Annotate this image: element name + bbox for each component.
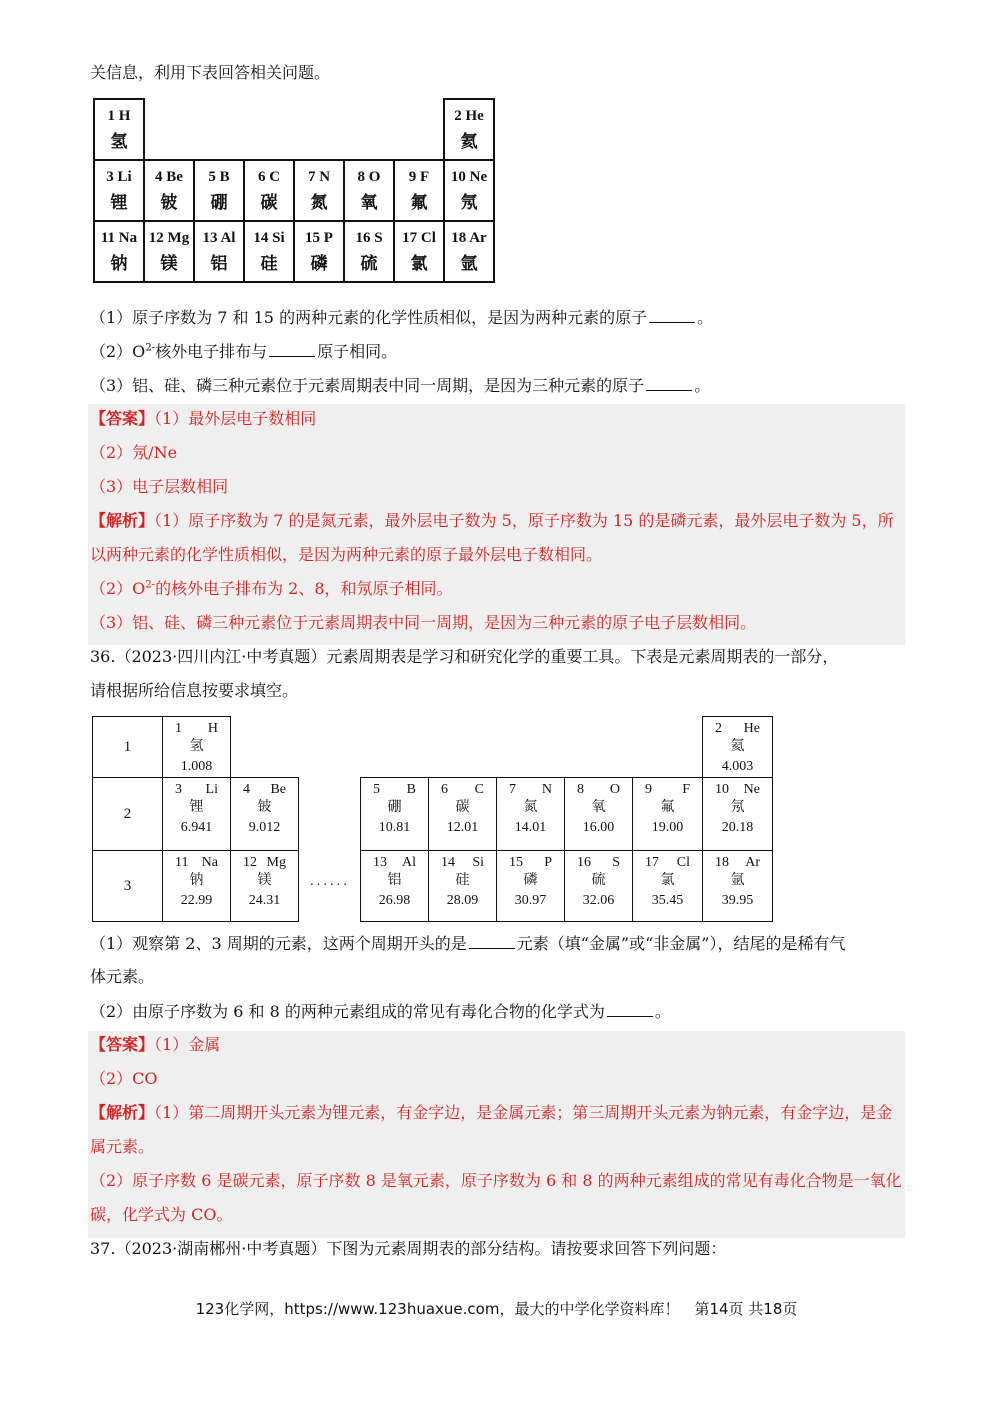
atomic-mass: 1.008 bbox=[180, 759, 213, 774]
element-name: 碳 bbox=[260, 193, 278, 212]
element-number-symbol: 2 He bbox=[715, 721, 760, 736]
atomic-mass: 16.00 bbox=[582, 820, 615, 835]
atomic-mass: 22.99 bbox=[180, 893, 213, 908]
periodic-table-1 bbox=[93, 98, 495, 283]
element-name: 氖 bbox=[460, 193, 478, 212]
element-cell bbox=[94, 160, 144, 221]
element-name: 硼 bbox=[387, 800, 402, 815]
element-name: 镁 bbox=[257, 873, 272, 888]
element-name: 氯 bbox=[410, 254, 428, 273]
q35-answer-2: （2）氖/Ne bbox=[90, 443, 178, 462]
element-number-symbol: 10 Ne bbox=[450, 169, 488, 185]
intro-text: 关信息，利用下表回答相关问题。 bbox=[90, 63, 331, 82]
element-name: 氢 bbox=[110, 132, 128, 151]
q36-question-1: （1）观察第 2、3 周期的元素，这两个周期开头的是 元素（填“金属”或“非金属”），结尾的是稀有气 bbox=[90, 934, 846, 953]
element-name: 氯 bbox=[660, 873, 675, 888]
atomic-mass: 32.06 bbox=[582, 893, 615, 908]
element-number-symbol: 18 Ar bbox=[451, 230, 487, 246]
element-name: 镁 bbox=[160, 254, 178, 273]
element-number-symbol: 2 He bbox=[454, 108, 484, 124]
period-label: 2 bbox=[93, 778, 163, 851]
element-cell bbox=[497, 778, 565, 851]
element-number-symbol: 14 Si bbox=[441, 855, 484, 870]
element-name: 磷 bbox=[310, 254, 328, 273]
ellipsis: ······ bbox=[309, 878, 350, 893]
atomic-mass: 35.45 bbox=[651, 893, 684, 908]
element-number-symbol: 9 F bbox=[408, 169, 430, 185]
element-name: 硫 bbox=[360, 254, 378, 273]
element-name: 氧 bbox=[360, 193, 378, 212]
answer-blank bbox=[607, 1000, 653, 1017]
element-number-symbol: 15 P bbox=[509, 855, 552, 870]
q36-answer-2: （2）CO bbox=[90, 1069, 158, 1088]
atomic-mass: 6.941 bbox=[180, 820, 213, 835]
element-number-symbol: 8 O bbox=[577, 782, 620, 797]
atomic-mass: 39.95 bbox=[721, 893, 754, 908]
element-name: 锂 bbox=[189, 800, 204, 815]
element-number-symbol: 7 N bbox=[509, 782, 552, 797]
element-cell bbox=[429, 778, 497, 851]
atomic-mass: 9.012 bbox=[248, 820, 281, 835]
element-cell bbox=[194, 160, 244, 221]
element-name: 氩 bbox=[460, 254, 478, 273]
element-cell bbox=[444, 160, 494, 221]
element-cell bbox=[361, 851, 429, 922]
element-number-symbol: 11 Na bbox=[175, 855, 218, 870]
atomic-mass: 20.18 bbox=[721, 820, 754, 835]
element-cell bbox=[444, 99, 494, 160]
q35-answer-1: 【答案】（1）最外层电子数相同 bbox=[90, 409, 317, 428]
atomic-mass: 26.98 bbox=[378, 893, 411, 908]
q35-explanation-1: 【解析】（1）原子序数为 7 的是氮元素，最外层电子数为 5，原子序数为 15 的是磷元素，最外层电子数为 5，所以两种元素的化学性质相似，是因为两种元素的原子最外层电子数相同。 bbox=[90, 511, 894, 564]
q36-explanation-1: 【解析】（1）第二周期开头元素为锂元素，有金字边，是金属元素；第三周期开头元素为钠元素，有金字边，是金属元素。 bbox=[90, 1103, 893, 1156]
element-cell bbox=[144, 160, 194, 221]
element-number-symbol: 15 P bbox=[305, 230, 333, 246]
element-name: 锂 bbox=[110, 193, 128, 212]
q35-explanation-3: （3）铝、硅、磷三种元素位于元素周期表中同一周期，是因为三种元素的原子电子层数相同。 bbox=[90, 613, 757, 632]
answer-blank bbox=[646, 374, 692, 391]
element-cell bbox=[565, 851, 633, 922]
element-number-symbol: 6 C bbox=[257, 169, 281, 185]
element-cell bbox=[703, 717, 773, 778]
element-cell bbox=[231, 851, 299, 922]
element-number-symbol: 13 Al bbox=[202, 230, 236, 246]
element-name: 氮 bbox=[523, 800, 538, 815]
element-number-symbol: 3 Li bbox=[106, 169, 132, 185]
element-name: 硅 bbox=[260, 254, 278, 273]
element-cell bbox=[344, 221, 394, 282]
element-number-symbol: 8 O bbox=[357, 169, 381, 185]
element-cell bbox=[94, 221, 144, 282]
element-name: 硼 bbox=[210, 193, 228, 212]
element-name: 氧 bbox=[591, 800, 606, 815]
answer-blank bbox=[269, 340, 315, 357]
atomic-mass: 14.01 bbox=[514, 820, 547, 835]
element-cell bbox=[294, 221, 344, 282]
element-number-symbol: 10 Ne bbox=[715, 782, 760, 797]
element-number-symbol: 11 Na bbox=[100, 230, 138, 246]
element-cell bbox=[144, 221, 194, 282]
element-name: 氟 bbox=[660, 800, 675, 815]
element-cell bbox=[703, 851, 773, 922]
q35-question-3: （3）铝、硅、磷三种元素位于元素周期表中同一周期，是因为三种元素的原子 。 bbox=[90, 376, 711, 395]
period-label: 1 bbox=[93, 717, 163, 778]
q37-stem: 37.（2023·湖南郴州·中考真题）下图为元素周期表的部分结构。请按要求回答下列问题： bbox=[90, 1239, 727, 1258]
element-cell bbox=[429, 851, 497, 922]
element-cell bbox=[163, 778, 231, 851]
element-number-symbol: 4 Be bbox=[243, 782, 286, 797]
element-cell bbox=[94, 99, 144, 160]
element-name: 铍 bbox=[160, 193, 178, 212]
element-cell bbox=[194, 221, 244, 282]
element-cell bbox=[565, 778, 633, 851]
element-name: 氖 bbox=[730, 800, 745, 815]
element-number-symbol: 13 Al bbox=[373, 855, 416, 870]
element-cell bbox=[633, 851, 703, 922]
atomic-mass: 24.31 bbox=[248, 893, 281, 908]
element-name: 氩 bbox=[730, 873, 745, 888]
atomic-mass: 12.01 bbox=[446, 820, 479, 835]
element-number-symbol: 17 Cl bbox=[645, 855, 690, 870]
element-name: 氢 bbox=[189, 739, 204, 754]
q36-stem-line-1: 36.（2023·四川内江·中考真题）元素周期表是学习和研究化学的重要工具。下表是元素周期表的一部分， bbox=[90, 647, 839, 666]
q36-stem-line-2: 请根据所给信息按要求填空。 bbox=[90, 681, 299, 700]
element-number-symbol: 4 Be bbox=[155, 169, 183, 185]
answer-blank bbox=[469, 932, 515, 949]
element-cell bbox=[244, 160, 294, 221]
element-name: 氦 bbox=[460, 132, 478, 151]
period-label: 3 bbox=[93, 851, 163, 922]
element-number-symbol: 6 C bbox=[441, 782, 484, 797]
element-name: 磷 bbox=[523, 873, 538, 888]
element-cell bbox=[231, 778, 299, 851]
atomic-mass: 19.00 bbox=[651, 820, 684, 835]
answer-blank bbox=[649, 306, 695, 323]
atomic-mass: 4.003 bbox=[721, 759, 754, 774]
q35-answer-3: （3）电子层数相同 bbox=[90, 477, 229, 496]
element-cell bbox=[703, 778, 773, 851]
element-number-symbol: 7 N bbox=[307, 169, 331, 185]
element-number-symbol: 3 Li bbox=[175, 782, 218, 797]
element-name: 碳 bbox=[455, 800, 470, 815]
element-number-symbol: 12 Mg bbox=[148, 230, 190, 246]
q35-explanation-2: $(2)O^{2-}$的核外电子排布为 2、8，和氖原子相同。 bbox=[90, 579, 453, 598]
q35-question-1: （1）原子序数为 7 和 15 的两种元素的化学性质相似，是因为两种元素的原子 。 bbox=[90, 308, 714, 327]
page-footer: 123化学网，https://www.123huaxue.com，最大的中学化学资料库！ 第14页 共18页 bbox=[195, 1300, 798, 1318]
atomic-mass: 10.81 bbox=[378, 820, 411, 835]
q36-explanation-2: （2）原子序数 6 是碳元素，原子序数 8 是氧元素，原子序数为 6 和 8 的两种元素组成的常见有毒化合物是一氧化碳，化学式为 CO。 bbox=[90, 1171, 902, 1224]
element-cell bbox=[361, 778, 429, 851]
element-name: 硫 bbox=[591, 873, 606, 888]
element-number-symbol: 9 F bbox=[645, 782, 690, 797]
q35-question-2: $(2)O^{2-}$核外电子排布与 原子相同。 bbox=[90, 342, 398, 361]
element-number-symbol: 18 Ar bbox=[715, 855, 760, 870]
q36-question-1-cont: 体元素。 bbox=[90, 967, 155, 986]
element-number-symbol: 16 S bbox=[577, 855, 620, 870]
element-cell bbox=[394, 160, 444, 221]
atomic-mass: 30.97 bbox=[514, 893, 547, 908]
element-number-symbol: 14 Si bbox=[253, 230, 285, 246]
element-name: 钠 bbox=[189, 873, 204, 888]
element-cell bbox=[163, 851, 231, 922]
element-name: 氮 bbox=[310, 193, 328, 212]
element-cell bbox=[344, 160, 394, 221]
q36-question-2: （2）由原子序数为 6 和 8 的两种元素组成的常见有毒化合物的化学式为 。 bbox=[90, 1002, 671, 1021]
element-number-symbol: 12 Mg bbox=[243, 855, 286, 870]
element-number-symbol: 5 B bbox=[208, 169, 230, 185]
element-cell bbox=[294, 160, 344, 221]
q36-answer-1: 【答案】（1）金属 bbox=[90, 1035, 221, 1054]
element-number-symbol: 16 S bbox=[355, 230, 383, 246]
element-name: 钠 bbox=[110, 254, 128, 273]
element-cell bbox=[497, 851, 565, 922]
element-cell bbox=[244, 221, 294, 282]
element-cell bbox=[633, 778, 703, 851]
element-cell bbox=[444, 221, 494, 282]
element-number-symbol: 1 H bbox=[107, 108, 131, 124]
element-cell bbox=[394, 221, 444, 282]
atomic-mass: 28.09 bbox=[446, 893, 479, 908]
element-name: 硅 bbox=[455, 873, 470, 888]
element-name: 氦 bbox=[730, 739, 745, 754]
element-name: 铝 bbox=[210, 254, 228, 273]
element-number-symbol: 5 B bbox=[373, 782, 416, 797]
element-name: 氟 bbox=[410, 193, 428, 212]
element-number-symbol: 1 H bbox=[175, 721, 218, 736]
element-name: 铍 bbox=[257, 800, 272, 815]
element-name: 铝 bbox=[387, 873, 402, 888]
element-cell bbox=[163, 717, 231, 778]
element-number-symbol: 17 Cl bbox=[402, 230, 436, 246]
periodic-table-2 bbox=[92, 716, 773, 922]
